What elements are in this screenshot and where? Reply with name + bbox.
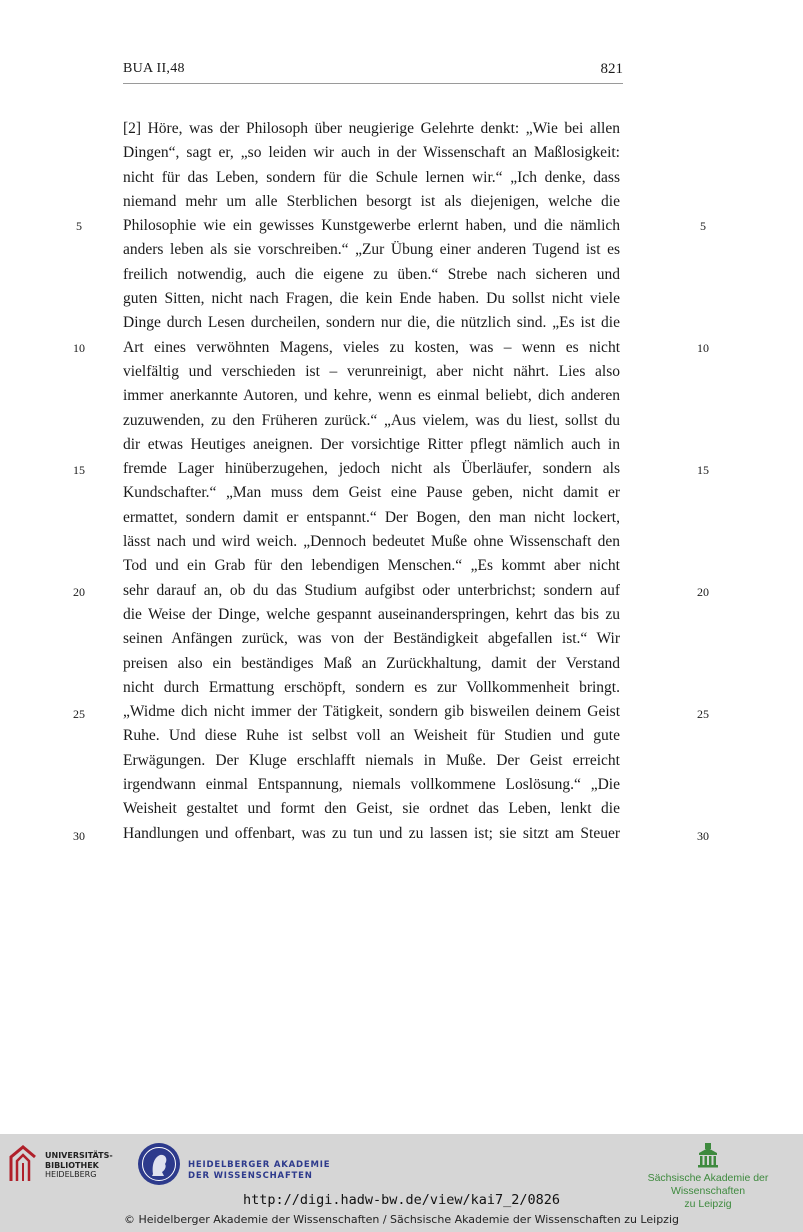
text-line: die Weise der Dinge, welche gespannt auseinanderspringen, kehrt das bis zu (123, 605, 620, 623)
text-line: seinen Anfängen zurück, was von der Beständigkeit abgefallen ist.“ Wir (123, 630, 620, 648)
saw-label-line1: Sächsische Akademie der Wissenschaften (647, 1172, 769, 1197)
text-line: nicht durch Ermattung erschöpft, sondern es zur Vollkommenheit bringt. (123, 678, 620, 696)
text-line: vielfältig und verschieden ist – verunreinigt, aber nicht nährt. Lies also (123, 362, 620, 380)
text-line: Handlungen und offenbart, was zu tun und zu lassen ist; sie sitzt am Steuer (123, 824, 620, 842)
text-line: Dingen“, sagt er, „so leiden wir auch in der Wissenschaft an Maßlosigkeit: (123, 144, 620, 162)
text-line: irgendwann einmal Entspannung, niemals vollkommene Loslösung.“ „Die (123, 776, 620, 794)
text-line: Erwägungen. Der Kluge erschlafft niemals in Muße. Der Geist erreicht (123, 751, 620, 769)
ub-heidelberg-icon (8, 1143, 38, 1183)
digitization-footer (0, 1134, 803, 1232)
line-number-right: 10 (697, 341, 709, 355)
line-number-right: 30 (697, 829, 709, 843)
line-number-left: 5 (76, 219, 82, 233)
text-line: Kundschafter.“ „Man muss dem Geist eine Pause geben, nicht damit er (123, 484, 620, 502)
text-line: sehr darauf an, ob du das Studium aufgibst oder unterbrichst; sondern auf (123, 581, 620, 599)
line-number-left: 10 (73, 341, 85, 355)
line-number-left: 30 (73, 829, 85, 843)
text-line: Tod und ein Grab für den lebendigen Menschen.“ „Es kommt aber nicht (123, 557, 620, 575)
saw-label-line2: zu Leipzig (684, 1198, 732, 1210)
body-text (123, 117, 620, 846)
text-line: fremde Lager hinüberzugehen, jedoch nicht als Überläufer, sondern als (123, 460, 620, 478)
text-line: „Widme dich nicht immer der Tätigkeit, sondern gib bisweilen deinem Geist (123, 703, 620, 721)
line-number-left: 25 (73, 707, 85, 721)
hadw-logo[interactable] (138, 1143, 338, 1188)
text-line: lässt nach und wird weich. „Dennoch bedeutet Muße ohne Wissenschaft den (123, 533, 620, 551)
line-number-right: 5 (700, 219, 706, 233)
page-number: 821 (600, 61, 623, 77)
text-line: Weisheit gestaltet und formt den Geist, sie ordnet das Leben, lenkt die (123, 800, 620, 818)
ub-label-line1: UNIVERSITÄTS- (45, 1151, 113, 1160)
ub-label-line2: BIBLIOTHEK (45, 1160, 99, 1170)
hadw-label-line2: DER WISSENSCHAFTEN (188, 1171, 313, 1181)
line-number-right: 15 (697, 463, 709, 477)
text-line: Dinge durch Lesen durcheilen, sondern nur die, die nützlich sind. „Es ist die (123, 314, 620, 332)
text-line: Art eines verwöhnten Magens, vieles zu kosten, was – wenn es nicht (123, 338, 620, 356)
running-header (123, 61, 623, 84)
text-line: immer anerkannte Autoren, und kehre, wenn es einmal beliebt, dich anderen (123, 387, 620, 405)
text-line: Philosophie wie ein gewisses Kunstgewerbe erlernt haben, und die nämlich (123, 217, 620, 235)
permalink-url[interactable]: http://digi.hadw-bw.de/view/kai7_2/0826 (243, 1192, 560, 1208)
copyright-notice: © Heidelberger Akademie der Wissenschaften / Sächsische Akademie der Wissenschaften zu Leipzig (123, 1213, 679, 1226)
text-line: ermattet, sondern damit er entspannt.“ Der Bogen, den man nicht lockert, (123, 508, 620, 526)
line-number-right: 25 (697, 707, 709, 721)
text-line: guten Sitten, nicht nach Fragen, die kein Ende haben. Du sollst nicht viele (123, 290, 620, 308)
ub-heidelberg-logo[interactable] (8, 1143, 118, 1188)
hadw-portrait-icon (138, 1143, 180, 1185)
text-line: freilich notwendig, auch die eigene zu üben.“ Strebe nach sicheren und (123, 265, 620, 283)
text-line: anders leben als sie vorschreiben.“ „Zur Übung einer anderen Tugend ist es (123, 241, 620, 259)
text-line: preisen also ein beständiges Maß an Zurückhaltung, damit der Verstand (123, 654, 620, 672)
line-number-right: 20 (697, 585, 709, 599)
text-line: nicht für das Leben, sondern für die Schule lernen wir.“ „Ich denke, dass (123, 168, 620, 186)
line-number-left: 15 (73, 463, 85, 477)
hadw-label-line1: HEIDELBERGER AKADEMIE (188, 1160, 331, 1170)
line-number-left: 20 (73, 585, 85, 599)
ub-label-line3: HEIDELBERG (45, 1170, 97, 1179)
saw-building-icon (697, 1142, 719, 1168)
text-line: Ruhe. Und diese Ruhe ist selbst voll an Weisheit für Studien und gute (123, 727, 620, 745)
text-line: niemand mehr um alle Sterblichen besorgt ist als diejenigen, welche die (123, 192, 620, 210)
text-line: dir etwas Heutiges aneignen. Der vorsichtige Ritter pflegt nämlich auch in (123, 435, 620, 453)
header-reference: BUA II,48 (123, 61, 185, 76)
text-line: zuzuwenden, zu den Früheren zurück.“ „Aus vielem, was du liest, sollst du (123, 411, 620, 429)
text-line: [2] Höre, was der Philosoph über neugierige Gelehrte denkt: „Wie bei allen (123, 120, 620, 137)
